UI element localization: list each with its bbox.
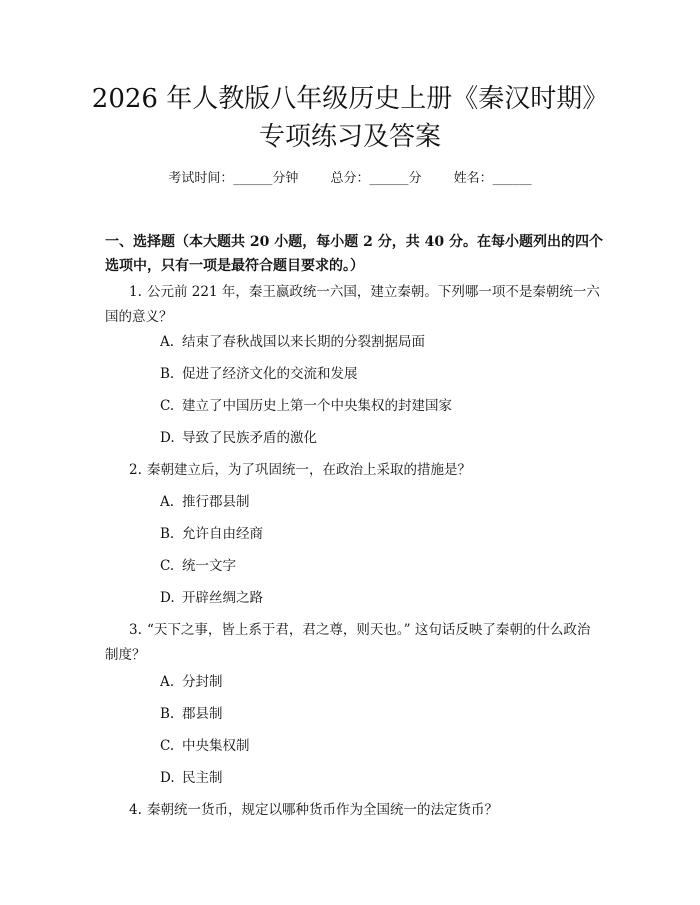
section-heading-multiple-choice: 一、选择题（本大题共 20 小题，每小题 2 分，共 40 分。在每小题列出的四个选项中，只有一项是最符合题目要求的。）: [105, 234, 603, 274]
question-3: [105, 618, 600, 668]
option-text: 民主制: [182, 770, 223, 786]
option-text: 导致了民族矛盾的激化: [182, 430, 317, 446]
document-title-line1: 2026 年人教版八年级历史上册《秦汉时期》: [91, 84, 609, 114]
option-letter: C.: [160, 398, 175, 414]
option-letter: D.: [160, 590, 175, 606]
question-3-option-b: [160, 704, 600, 724]
option-letter: C.: [160, 558, 175, 574]
option-letter: A.: [160, 334, 175, 350]
question-1-option-b: [160, 364, 600, 384]
question-2-option-a: [160, 492, 600, 512]
question-number: 2.: [129, 462, 142, 478]
option-letter: B.: [160, 366, 175, 382]
question-stem: 秦朝建立后，为了巩固统一，在政治上采取的措施是？: [147, 462, 471, 478]
question-3-option-c: [160, 736, 600, 756]
option-text: 促进了经济文化的交流和发展: [182, 366, 358, 382]
option-letter: B.: [160, 706, 175, 722]
option-text: 分封制: [182, 674, 223, 690]
option-text: 开辟丝绸之路: [182, 590, 263, 606]
question-stem: 秦朝统一货币，规定以哪种货币作为全国统一的法定货币？: [147, 802, 498, 818]
question-3-option-d: [160, 768, 600, 788]
question-2-option-d: [160, 588, 600, 608]
question-1-option-a: [160, 332, 600, 352]
question-1-option-c: [160, 396, 600, 416]
option-letter: C.: [160, 738, 175, 754]
question-2: [105, 458, 600, 483]
exam-time-field: 考试时间：______分钟: [168, 171, 299, 186]
question-number: 1.: [129, 284, 142, 300]
document-title-line2: 专项练习及答案: [258, 122, 441, 152]
question-3-option-a: [160, 672, 600, 692]
option-text: 允许自由经商: [182, 526, 263, 542]
question-number: 3.: [129, 622, 142, 638]
option-text: 统一文字: [182, 558, 236, 574]
option-text: 建立了中国历史上第一个中央集权的封建国家: [182, 398, 452, 414]
question-4: [105, 798, 600, 823]
option-text: 郡县制: [182, 706, 223, 722]
question-1: [105, 280, 600, 330]
option-letter: D.: [160, 770, 175, 786]
exam-meta-row: [0, 170, 700, 188]
total-score-field: 总分：______分: [330, 171, 422, 186]
option-text: 中央集权制: [182, 738, 250, 754]
option-letter: A.: [160, 674, 175, 690]
question-1-option-d: [160, 428, 600, 448]
option-text: 推行郡县制: [182, 494, 250, 510]
question-stem: “天下之事，皆上系于君，君之尊，则天也。” 这句话反映了秦朝的什么政治制度？: [105, 622, 591, 663]
option-letter: A.: [160, 494, 175, 510]
option-letter: B.: [160, 526, 175, 542]
question-stem: 公元前 221 年，秦王嬴政统一六国，建立秦朝。下列哪一项不是秦朝统一六国的意义？: [105, 284, 600, 325]
question-number: 4.: [129, 802, 142, 818]
option-text: 结束了春秋战国以来长期的分裂割据局面: [182, 334, 425, 350]
question-2-option-b: [160, 524, 600, 544]
student-name-field: 姓名：______: [453, 171, 532, 186]
option-letter: D.: [160, 430, 175, 446]
question-2-option-c: [160, 556, 600, 576]
